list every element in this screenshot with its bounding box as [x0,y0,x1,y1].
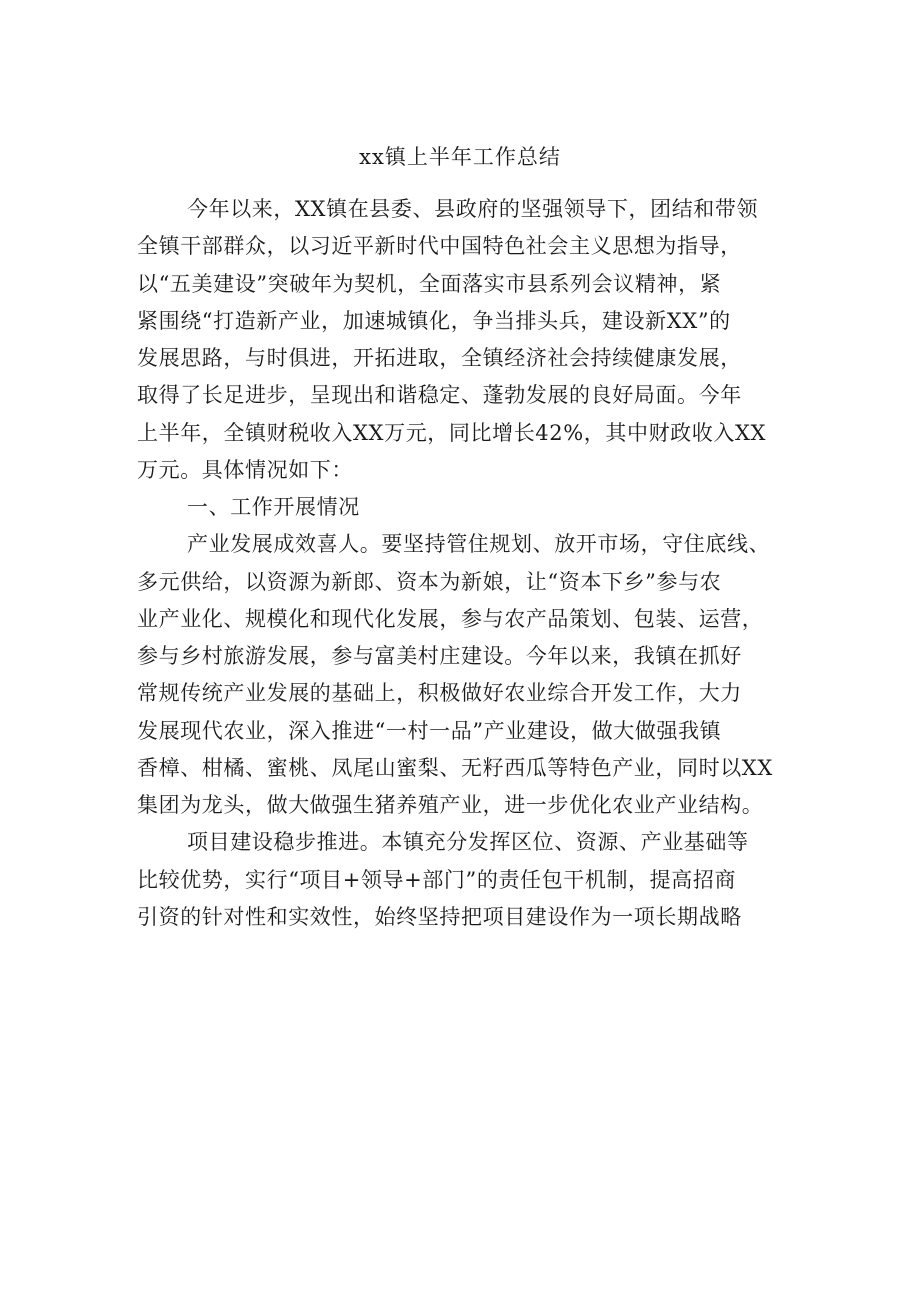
paragraph-intro [137,191,797,489]
text-line: 上半年，全镇财税收入XX万元，同比增长42%，其中财政收入XX [137,420,767,445]
text-line: 发展思路，与时俱进，开拓进取，全镇经济社会持续健康发展， [137,346,742,370]
text-line: 业产业化、规模化和现代化发展，参与农产品策划、包装、运营， [137,606,764,631]
text-line: 全镇干部群众，以习近平新时代中国特色社会主义思想为指导， [137,234,742,259]
text-line: 万元。具体情况如下： [137,457,353,482]
text-line: 参与乡村旅游发展，参与富美村庄建设。今年以来，我镇在抓好 [137,644,742,668]
document-body [137,191,797,936]
text-line: 引资的针对性和实效性，始终坚持把项目建设作为一项长期战略 [137,904,742,929]
text-line: 今年以来，XX镇在县委、县政府的坚强领导下，团结和带领 [187,197,759,221]
document-title: xx镇上半年工作总结 [359,145,561,169]
text-line: 项目建设稳步推进。本镇充分发挥区位、资源、产业基础等 [187,830,749,855]
section-heading [137,489,797,526]
paragraph-industry [137,526,797,824]
text-line: 以“五美建设”突破年为契机，全面落实市县系列会议精神，紧 [137,271,722,296]
text-line: 香樟、柑橘、蜜桃、凤尾山蜜梨、无籽西瓜等特色产业，同时以XX [137,755,773,780]
text-line: 发展现代农业，深入推进“一村一品”产业建设，做大做强我镇 [137,718,722,743]
text-line: 取得了长足进步，呈现出和谐稳定、蓬勃发展的良好局面。今年 [137,383,742,408]
text-line: 比较优势，实行“项目+领导+部门”的责任包干机制，提高招商 [137,867,737,892]
text-line: 集团为龙头，做大做强生猪养殖产业，进一步优化农业产业结构。 [137,793,764,817]
text-line: 常规传统产业发展的基础上，积极做好农业综合开发工作，大力 [137,681,742,706]
text-line: 多元供给，以资源为新郎、资本为新娘，让“资本下乡”参与农 [137,569,722,594]
text-line: 一、工作开展情况 [187,495,360,519]
text-line: 产业发展成效喜人。要坚持管住规划、放开市场，守住底线、 [187,532,771,557]
paragraph-projects [137,824,797,936]
text-line: 紧围绕“打造新产业，加速城镇化，争当排头兵，建设新XX”的 [137,308,731,333]
